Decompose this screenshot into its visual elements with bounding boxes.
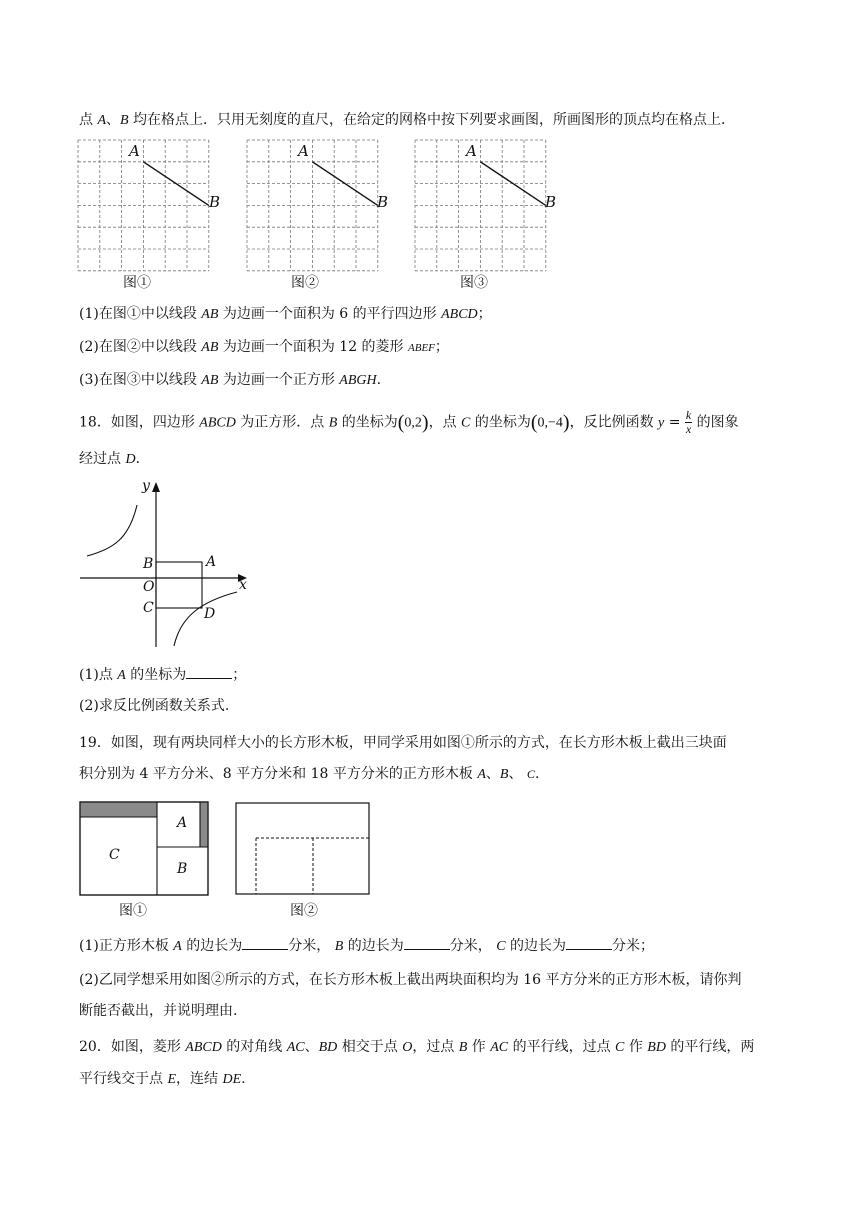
- graph-label-a: A: [206, 554, 217, 570]
- q18-part-2: (2)求反比例函数关系式.: [79, 698, 230, 714]
- blank-c: [566, 935, 612, 950]
- grid-figure-3: [415, 140, 546, 271]
- waste-strip-top: [80, 802, 157, 817]
- intro-text: 点 A、B 均在格点上．只用无刻度的直尺，在给定的网格中按下列要求画图，所画图形的顶点均在格点上．: [79, 112, 736, 128]
- graph-label-c: C: [143, 600, 154, 616]
- grid1-label-b: B: [209, 193, 221, 211]
- q18-part-1: (1)点 A 的坐标为 ；: [79, 664, 246, 686]
- q19-fig1-caption: 图①: [119, 903, 147, 919]
- graph-label-x: x: [239, 577, 247, 593]
- grid-figure-1: [78, 140, 209, 271]
- q20-line-1: 20．如图，菱形 ABCD 的对角线 AC、BD 相交于点 O，过点 B 作 AC 的平行线，过点 C 作 BD 的平行线，两: [79, 1039, 755, 1055]
- hyperbola-upper-branch: [87, 505, 137, 556]
- q19-line-1: 19．如图，现有两块同样大小的长方形木板，甲同学采用如图①所示的方式，在长方形木板上截出三块面: [79, 735, 727, 751]
- q17-part-2: (2)在图②中以线段 AB 为边画一个面积为 12 的菱形 ABEF；: [79, 339, 449, 355]
- grid-caption-3: 图③: [460, 275, 488, 291]
- grid3-label-a: A: [466, 142, 477, 160]
- graph-label-b: B: [143, 556, 154, 572]
- square-abcd: [156, 562, 202, 608]
- q19-figure-1: [78, 800, 213, 900]
- y-axis-arrow: [152, 482, 160, 492]
- q19-fig1-label-b: B: [177, 861, 188, 877]
- q18-coordinate-graph: [75, 475, 255, 650]
- graph-label-y: y: [142, 478, 150, 494]
- q19-fig2-caption: 图②: [290, 903, 318, 919]
- q18-line-2: 经过点 D．: [79, 451, 150, 467]
- q19-figure-2: [233, 800, 373, 900]
- answer-blank: [186, 664, 232, 679]
- q20-line-2: 平行线交于点 E，连结 DE.: [79, 1071, 246, 1087]
- q19-fig1-label-a: A: [177, 815, 188, 831]
- q19-part-2-line-2: 断能否截出，并说明理由.: [79, 1003, 238, 1019]
- blank-a: [242, 935, 288, 950]
- q18-line-1: 18．如图，四边形 ABCD 为正方形．点 B 的坐标为(0,2)，点 C 的坐标为(0,−4)，反比例函数 y = $\frac{k}{x}$ 的图象: [79, 408, 739, 436]
- grid2-label-b: B: [377, 193, 389, 211]
- q19-line-2: 积分别为 4 平方分米、8 平方分米和 18 平方分米的正方形木板 A、B、 C.: [79, 766, 540, 782]
- graph-label-d: D: [204, 606, 216, 622]
- q17-part-3: (3)在图③中以线段 AB 为边画一个正方形 ABGH.: [79, 372, 382, 388]
- q19-part-2-line-1: (2)乙同学想采用如图②所示的方式，在长方形木板上截出两块面积均为 16 平方分米的正方形木板，请你判: [79, 972, 742, 988]
- q19-fig1-label-c: C: [109, 847, 120, 863]
- blank-b: [404, 935, 450, 950]
- grid3-label-b: B: [545, 193, 557, 211]
- grid-figure-2: [247, 140, 378, 271]
- q17-part-1: (1)在图①中以线段 AB 为边画一个面积为 6 的平行四边形 ABCD；: [79, 306, 492, 322]
- graph-label-o: O: [143, 579, 155, 595]
- grid1-label-a: A: [129, 142, 140, 160]
- grid-caption-1: 图①: [123, 275, 151, 291]
- q19-part-1: (1)正方形木板 A 的边长为 分米， B 的边长为 分米， C 的边长为 分米；: [79, 935, 654, 957]
- grid2-label-a: A: [298, 142, 309, 160]
- grid-caption-2: 图②: [291, 275, 319, 291]
- waste-strip-right: [200, 802, 208, 847]
